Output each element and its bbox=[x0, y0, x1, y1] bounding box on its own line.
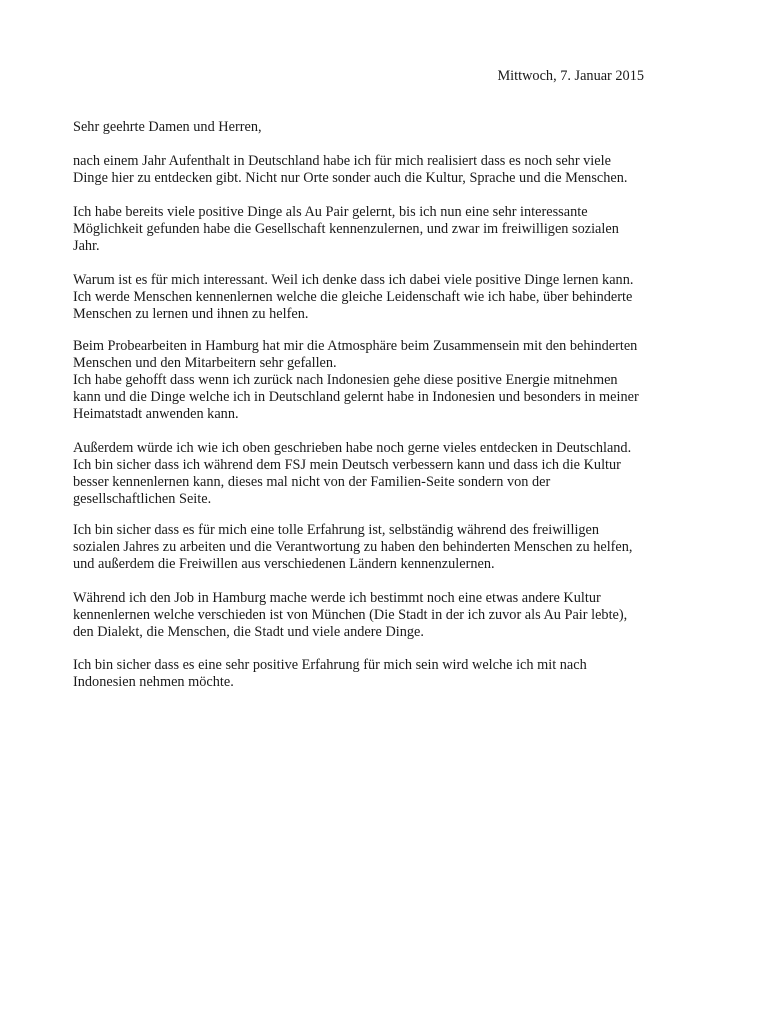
paragraph-5 bbox=[73, 440, 713, 508]
text-line: gesellschaftlichen Seite. bbox=[73, 491, 212, 507]
text-line: Ich bin sicher dass ich während dem FSJ mein Deutsch verbessern kann und dass ich die Kultur bbox=[73, 457, 621, 473]
text-line: Menschen und den Mitarbeitern sehr gefallen. bbox=[73, 355, 337, 371]
text-line: Jahr. bbox=[73, 238, 100, 254]
text-line: und außerdem die Freiwillen aus verschiedenen Ländern kennenzulernen. bbox=[73, 556, 495, 572]
text-line: Beim Probearbeiten in Hamburg hat mir die Atmosphäre beim Zusammensein mit den behinderten bbox=[73, 338, 638, 354]
text-line: Außerdem würde ich wie ich oben geschrieben habe noch gerne vieles entdecken in Deutschland. bbox=[73, 440, 632, 456]
text-line: Ich habe bereits viele positive Dinge als Au Pair gelernt, bis ich nun eine sehr interessante bbox=[73, 204, 588, 220]
text-line: Menschen zu lernen und ihnen zu helfen. bbox=[73, 306, 309, 322]
paragraph-1 bbox=[73, 153, 713, 187]
paragraph-2 bbox=[73, 204, 713, 255]
paragraph-7 bbox=[73, 590, 713, 641]
text-line: Dinge hier zu entdecken gibt. Nicht nur Orte sonder auch die Kultur, Sprache und die Menschen. bbox=[73, 170, 628, 186]
text-line: Ich habe gehofft dass wenn ich zurück nach Indonesien gehe diese positive Energie mitnehmen bbox=[73, 372, 618, 388]
text-line: den Dialekt, die Menschen, die Stadt und viele andere Dinge. bbox=[73, 624, 424, 640]
text-line: besser kennenlernen kann, dieses mal nicht von der Familien-Seite sondern von der bbox=[73, 474, 551, 490]
paragraph-4 bbox=[73, 338, 713, 423]
text-line: nach einem Jahr Aufenthalt in Deutschland habe ich für mich realisiert dass es noch sehr viele bbox=[73, 153, 611, 169]
text-line: Ich werde Menschen kennenlernen welche die gleiche Leidenschaft wie ich habe, über behinderte bbox=[73, 289, 633, 305]
text-line: Warum ist es für mich interessant. Weil ich denke dass ich dabei viele positive Dinge lernen kann. bbox=[73, 272, 634, 288]
paragraph-3 bbox=[73, 272, 713, 323]
text-line: Ich bin sicher dass es eine sehr positive Erfahrung für mich sein wird welche ich mit nach bbox=[73, 657, 587, 673]
letter-salutation: Sehr geehrte Damen und Herren, bbox=[73, 119, 262, 135]
text-line: kann und die Dinge welche ich in Deutschland gelernt habe in Indonesien und besonders in meiner bbox=[73, 389, 639, 405]
text-line: kennenlernen welche verschieden ist von München (Die Stadt in der ich zuvor als Au Pair lebte), bbox=[73, 607, 628, 623]
text-line: Heimatstadt anwenden kann. bbox=[73, 406, 239, 422]
letter-date: Mittwoch, 7. Januar 2015 bbox=[497, 68, 644, 84]
paragraph-8 bbox=[73, 657, 713, 691]
text-line: sozialen Jahres zu arbeiten und die Verantwortung zu haben den behinderten Menschen zu helfen, bbox=[73, 539, 633, 555]
text-line: Während ich den Job in Hamburg mache werde ich bestimmt noch eine etwas andere Kultur bbox=[73, 590, 601, 606]
text-line: Möglichkeit gefunden habe die Gesellschaft kennenzulernen, und zwar im freiwilligen sozialen bbox=[73, 221, 619, 237]
text-line: Indonesien nehmen möchte. bbox=[73, 674, 234, 690]
text-line: Ich bin sicher dass es für mich eine tolle Erfahrung ist, selbständig während des freiwilligen bbox=[73, 522, 600, 538]
paragraph-6 bbox=[73, 522, 713, 573]
